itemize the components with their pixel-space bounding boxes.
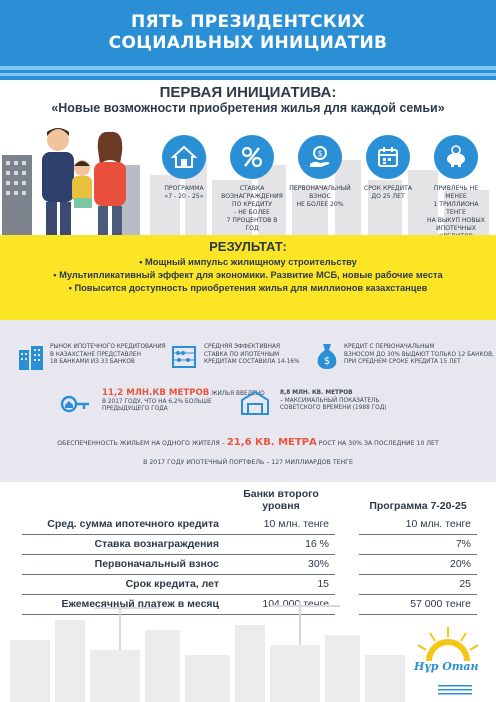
soviet-max-text: – МАКСИМАЛЬНЫЙ ПОКАЗАТЕЛЬ СОВЕТСКОГО ВРЕМЕНИ (1988 ГОД) (280, 397, 387, 412)
banks-value: 104 000 тенге (227, 594, 335, 614)
soviet-max-value: 8,8 МЛН. КВ. МЕТРОВ (280, 390, 353, 396)
money-bag-icon (316, 342, 338, 370)
house-plan-icon (240, 390, 270, 416)
result-item: • Повысится доступность приобретения жилья для миллионов казахстанцев (68, 283, 428, 293)
per-capita-prefix: ОБЕСПЕЧЕННОСТЬ ЖИЛЬЕМ НА ОДНОГО ЖИТЕЛЯ – (57, 440, 225, 447)
header-banner (0, 0, 496, 80)
program-value: 10 млн. тенге (359, 514, 477, 534)
header-title-line1: ПЯТЬ ПРЕЗИДЕНТСКИХ (130, 12, 366, 32)
condition-rate (220, 135, 284, 233)
svg-text:$: $ (323, 356, 331, 367)
housing-2017-text: ЖИЛЬЯ ВВЕДЕНО В 2017 ГОДУ, ЧТО НА 6,2% БОЛЬШЕ ПРЕДЫДУЩЕГО ГОДА (102, 391, 265, 413)
condition-label: СРОК КРЕДИТА ДО 25 ЛЕТ (363, 185, 413, 200)
banks-value: 30% (227, 554, 335, 574)
program-value: 25 (359, 574, 477, 594)
banks-value: 15 (227, 574, 335, 594)
fact-banks: РЫНОК ИПОТЕЧНОГО КРЕДИТОВАНИЯ В КАЗАХСТАНЕ ПРЕДСТАВЛЕН 18 БАНКАМИ ИЗ 33 БАНКОВ (50, 344, 166, 366)
row-label: Первоначальный взнос (22, 554, 227, 574)
header-title-line2: СОЦИАЛЬНЫХ ИНИЦИАТИВ (108, 33, 388, 53)
condition-down-payment (288, 135, 352, 209)
row-label: Ставка вознаграждения (22, 534, 227, 554)
row-label: Сред. сумма ипотечного кредита (22, 514, 227, 534)
table-header-empty (22, 488, 227, 514)
svg-text:$: $ (317, 149, 323, 158)
row-label: Срок кредита, лет (22, 574, 227, 594)
key-house-icon (60, 392, 90, 416)
house-icon (162, 135, 206, 179)
condition-label: ПРИВЛЕЧЬ НЕ МЕНЕЕ 1 ТРИЛЛИОНА ТЕНГЕ НА ВЫКУП НОВЫХ ИПОТЕЧНЫХ (427, 185, 485, 232)
result-panel (0, 235, 496, 320)
percent-icon (230, 135, 274, 179)
calendar-icon (366, 135, 410, 179)
initiative-title: ПЕРВАЯ ИНИЦИАТИВА: (159, 84, 337, 101)
fact-rate: СРЕДНЯЯ ЭФФЕКТИВНАЯ СТАВКА ПО ИПОТЕЧНЫМ КРЕДИТАМ СОСТАВИЛА 14-16% (204, 344, 300, 366)
mortgage-portfolio: В 2017 ГОДУ ИПОТЕЧНЫЙ ПОРТФЕЛЬ – 127 МИЛЛИАРДОВ ТЕНГЕ (143, 459, 353, 466)
fact-soviet-max (280, 390, 387, 413)
program-value: 7% (359, 534, 477, 554)
comparison-table (22, 488, 477, 615)
housing-per-capita (0, 437, 496, 448)
logo-text: Нұр Отан (414, 660, 479, 673)
fact-down-payment: КРЕДИТ С ПЕРВОНАЧАЛЬНЫМ ВЗНОСОМ ДО 30% ВЫДАЮТ ТОЛЬКО 12 БАНКОВ, ПРИ СРЕДНЕМ СРОКЕ КРЕДИТА 15 ЛЕТ (344, 344, 494, 366)
family-illustration (24, 118, 144, 238)
housing-2017-value: 11,2 МЛН.КВ МЕТРОВ (102, 388, 210, 398)
condition-label: СТАВКА ВОЗНАГРАЖДЕНИЯ ПО КРЕДИТУ - НЕ БОЛЕЕ 7 ПРОЦЕНТОВ В ГОД (221, 185, 283, 232)
program-value: 57 000 тенге (359, 594, 477, 614)
table-row (22, 514, 477, 534)
result-title: РЕЗУЛЬТАТ: (209, 239, 287, 254)
result-list (0, 256, 496, 295)
row-label: Ежемесячный платеж в месяц (22, 594, 227, 614)
per-capita-value: 21,6 КВ. МЕТРА (226, 437, 317, 448)
initiative-subtitle: «Новые возможности приобретения жилья для каждой семьи» (51, 101, 445, 115)
condition-program (152, 135, 216, 201)
table-header-program: Программа 7-20-25 (369, 500, 467, 512)
condition-term (356, 135, 420, 201)
buildings-icon (18, 346, 44, 370)
condition-label: ПЕРВОНАЧАЛЬНЫЙ ВЗНОС НЕ БОЛЕЕ 20% (289, 185, 351, 208)
banks-value: 10 млн. тенге (227, 514, 335, 534)
table-header-banks: Банки второго уровня (243, 488, 319, 512)
condition-label: ПРОГРАММА «7 - 20 - 25» (164, 185, 204, 200)
banks-value: 16 % (227, 534, 335, 554)
abacus-icon (172, 346, 196, 368)
result-item: • Мультипликативный эффект для экономики. Развитие МСБ, новые рабочие места (53, 270, 443, 280)
program-value: 20% (359, 554, 477, 574)
condition-funding (424, 135, 488, 241)
table-row (22, 554, 477, 574)
money-hand-icon (298, 135, 342, 179)
header-stripe (0, 66, 496, 70)
header-stripe (0, 73, 496, 76)
conditions-icon-row (152, 135, 492, 245)
piggy-bank-icon (434, 135, 478, 179)
result-item: • Мощный импульс жилищному строительству (139, 257, 357, 267)
per-capita-suffix: РОСТ НА 30% ЗА ПОСЛЕДНИЕ 10 ЛЕТ (318, 440, 439, 447)
table-row (22, 574, 477, 594)
table-row (22, 534, 477, 554)
facts-panel (0, 320, 496, 482)
table-header-row (22, 488, 477, 514)
